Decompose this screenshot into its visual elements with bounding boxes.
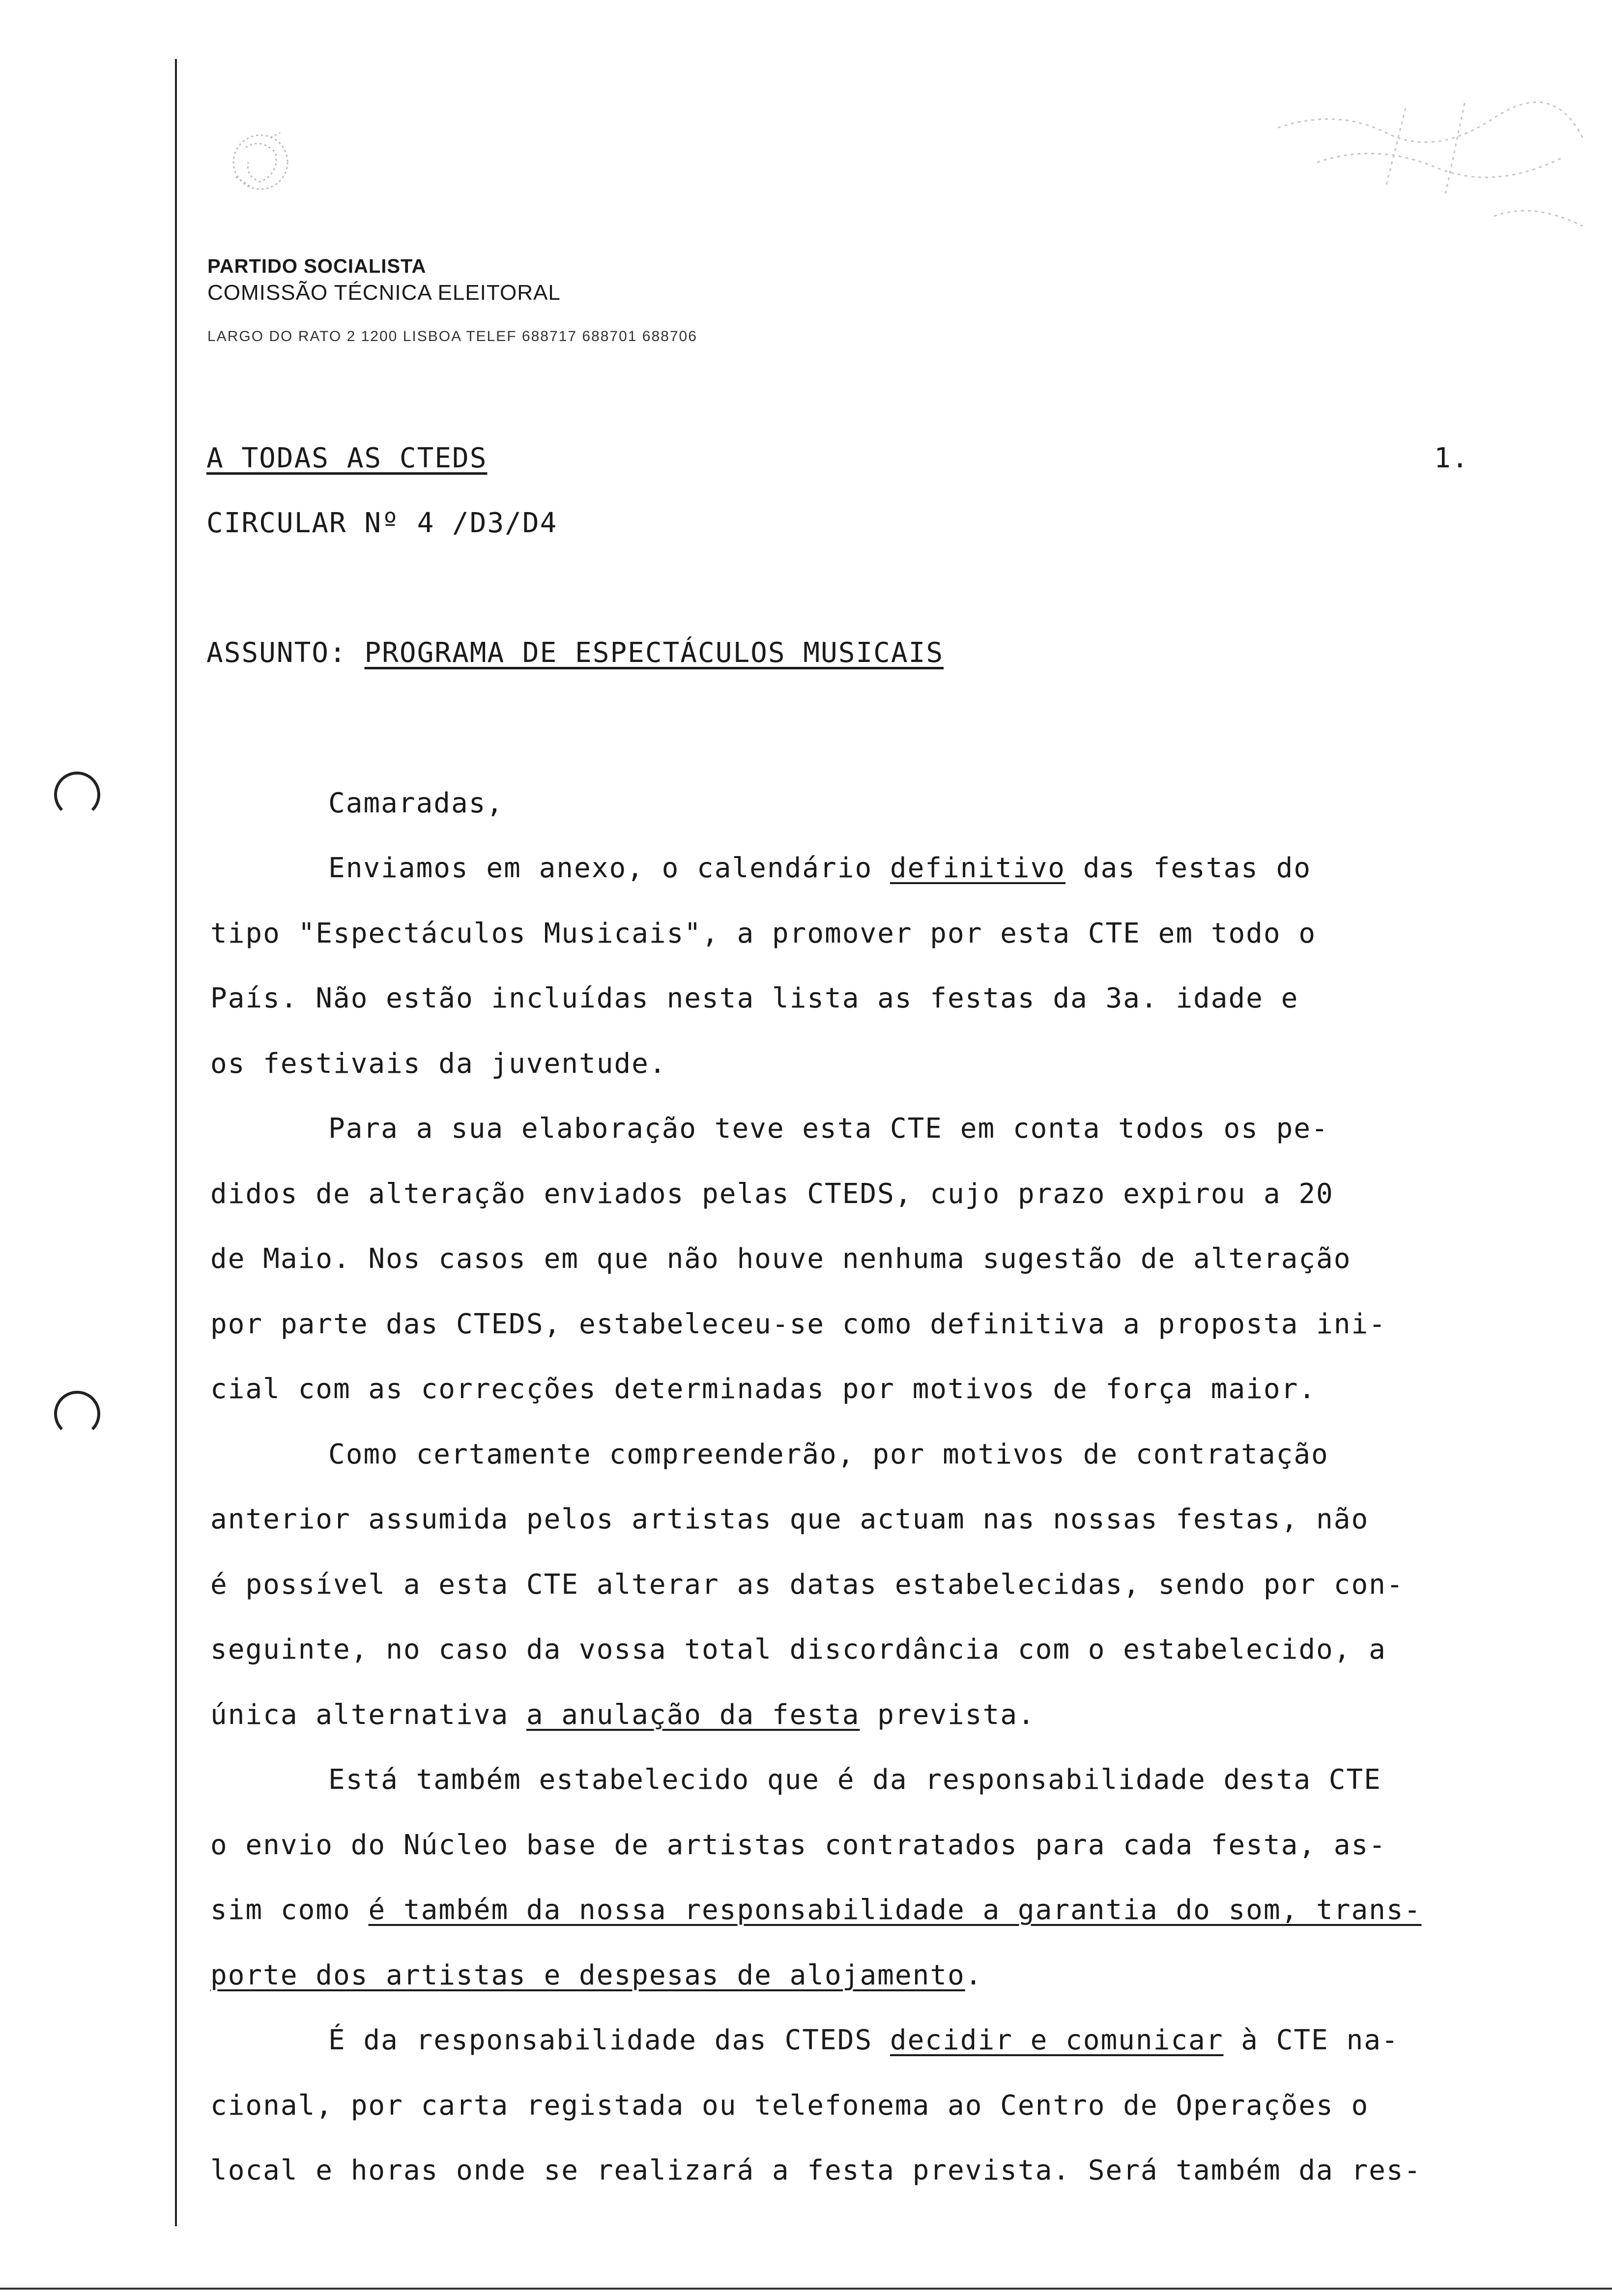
text-segment: . bbox=[965, 1959, 983, 1991]
org-address: LARGO DO RATO 2 1200 LISBOA TELEF 688717 688701 688706 bbox=[207, 328, 697, 344]
text-segment: única alternativa bbox=[210, 1698, 526, 1731]
org-subtitle: COMISSÃO TÉCNICA ELEITORAL bbox=[207, 281, 561, 305]
text-segment: é possível a esta CTE alterar as datas estabelecidas, sendo por con- bbox=[210, 1568, 1404, 1601]
body-line bbox=[210, 1698, 1036, 1732]
party-logo-faint bbox=[206, 118, 315, 206]
text-segment: cial com as correcções determinadas por motivos de força maior. bbox=[210, 1373, 1317, 1405]
text-segment: local e horas onde se realizará a festa prevista. Será também da res- bbox=[210, 2154, 1422, 2186]
text-segment: os festivais da juventude. bbox=[210, 1047, 667, 1080]
text-segment: seguinte, no caso da vossa total discordância com o estabelecido, a bbox=[210, 1634, 1386, 1665]
left-margin-rule bbox=[175, 59, 177, 2226]
underlined-text: decidir e comunicar bbox=[890, 2024, 1224, 2056]
underlined-text: é também da nossa responsabilidade a garantia do som, trans- bbox=[368, 1894, 1422, 1926]
body-line bbox=[210, 1242, 1351, 1276]
body-line bbox=[210, 2089, 1369, 2123]
body-line bbox=[210, 1828, 1386, 1863]
body-line bbox=[210, 1372, 1316, 1406]
org-name: PARTIDO SOCIALISTA bbox=[207, 256, 427, 277]
body-line bbox=[210, 1568, 1404, 1602]
text-segment: País. Não estão incluídas nesta lista as festas da 3a. idade e bbox=[210, 982, 1299, 1014]
text-segment: É da responsabilidade das CTEDS bbox=[328, 2024, 890, 2056]
subject-value: PROGRAMA DE ESPECTÁCULOS MUSICAIS bbox=[364, 637, 944, 669]
body-line bbox=[210, 1893, 1421, 1927]
body-line bbox=[328, 1112, 1329, 1146]
body-line bbox=[210, 1047, 667, 1081]
text-segment: de Maio. Nos casos em que não houve nenhuma sugestão de alteração bbox=[210, 1243, 1352, 1275]
body-line bbox=[328, 851, 1311, 886]
text-segment: das festas do bbox=[1065, 852, 1312, 884]
body-line bbox=[328, 2023, 1399, 2058]
body-line bbox=[210, 1177, 1334, 1211]
text-segment: o envio do Núcleo base de artistas contratados para cada festa, as- bbox=[210, 1829, 1386, 1861]
text-segment: tipo "Espectáculos Musicais", a promover por esta CTE em todo o bbox=[210, 917, 1317, 949]
body-line bbox=[210, 1502, 1369, 1537]
underlined-text: a anulação da festa bbox=[526, 1698, 860, 1731]
body-line bbox=[210, 2153, 1421, 2188]
salutation: Camaradas, bbox=[328, 787, 504, 819]
circular-number: CIRCULAR Nº 4 /D3/D4 bbox=[206, 507, 558, 539]
text-segment: Como certamente compreenderão, por motivos de contratação bbox=[328, 1438, 1329, 1470]
body-line bbox=[210, 917, 1316, 951]
text-segment: didos de alteração enviados pelas CTEDS, cujo prazo expirou a 20 bbox=[210, 1177, 1334, 1210]
handwritten-note-faint bbox=[1258, 88, 1602, 265]
letterhead bbox=[207, 254, 697, 345]
text-segment: prevista. bbox=[860, 1698, 1036, 1731]
text-segment: cional, por carta registada ou telefonema ao Centro de Operações o bbox=[210, 2089, 1369, 2122]
body-line bbox=[210, 1307, 1386, 1342]
text-segment: Está também estabelecido que é da responsabilidade desta CTE bbox=[328, 1764, 1382, 1796]
body-line bbox=[328, 1763, 1382, 1797]
underlined-text: definitivo bbox=[890, 852, 1066, 884]
body-line bbox=[328, 1437, 1329, 1472]
text-segment: por parte das CTEDS, estabeleceu-se como definitiva a proposta ini- bbox=[210, 1308, 1386, 1340]
page-number: 1. bbox=[1434, 442, 1469, 474]
body-line bbox=[210, 1633, 1386, 1667]
punch-hole-mark-top bbox=[54, 772, 100, 818]
body-line bbox=[210, 1958, 982, 1993]
bottom-edge-rule bbox=[0, 2288, 1612, 2290]
text-segment: anterior assumida pelos artistas que actuam nas nossas festas, não bbox=[210, 1503, 1369, 1535]
recipient-line: A TODAS AS CTEDS bbox=[206, 442, 488, 474]
text-segment: Enviamos em anexo, o calendário bbox=[328, 852, 890, 884]
body-line bbox=[210, 981, 1298, 1016]
punch-hole-mark-bottom bbox=[54, 1391, 100, 1437]
subject-line bbox=[206, 637, 944, 669]
underlined-text: porte dos artistas e despesas de alojamento bbox=[210, 1959, 965, 1991]
text-segment: sim como bbox=[210, 1894, 369, 1926]
text-segment: à CTE na- bbox=[1223, 2024, 1399, 2056]
text-segment: Para a sua elaboração teve esta CTE em conta todos os pe- bbox=[328, 1113, 1329, 1145]
subject-label: ASSUNTO: bbox=[206, 637, 347, 669]
